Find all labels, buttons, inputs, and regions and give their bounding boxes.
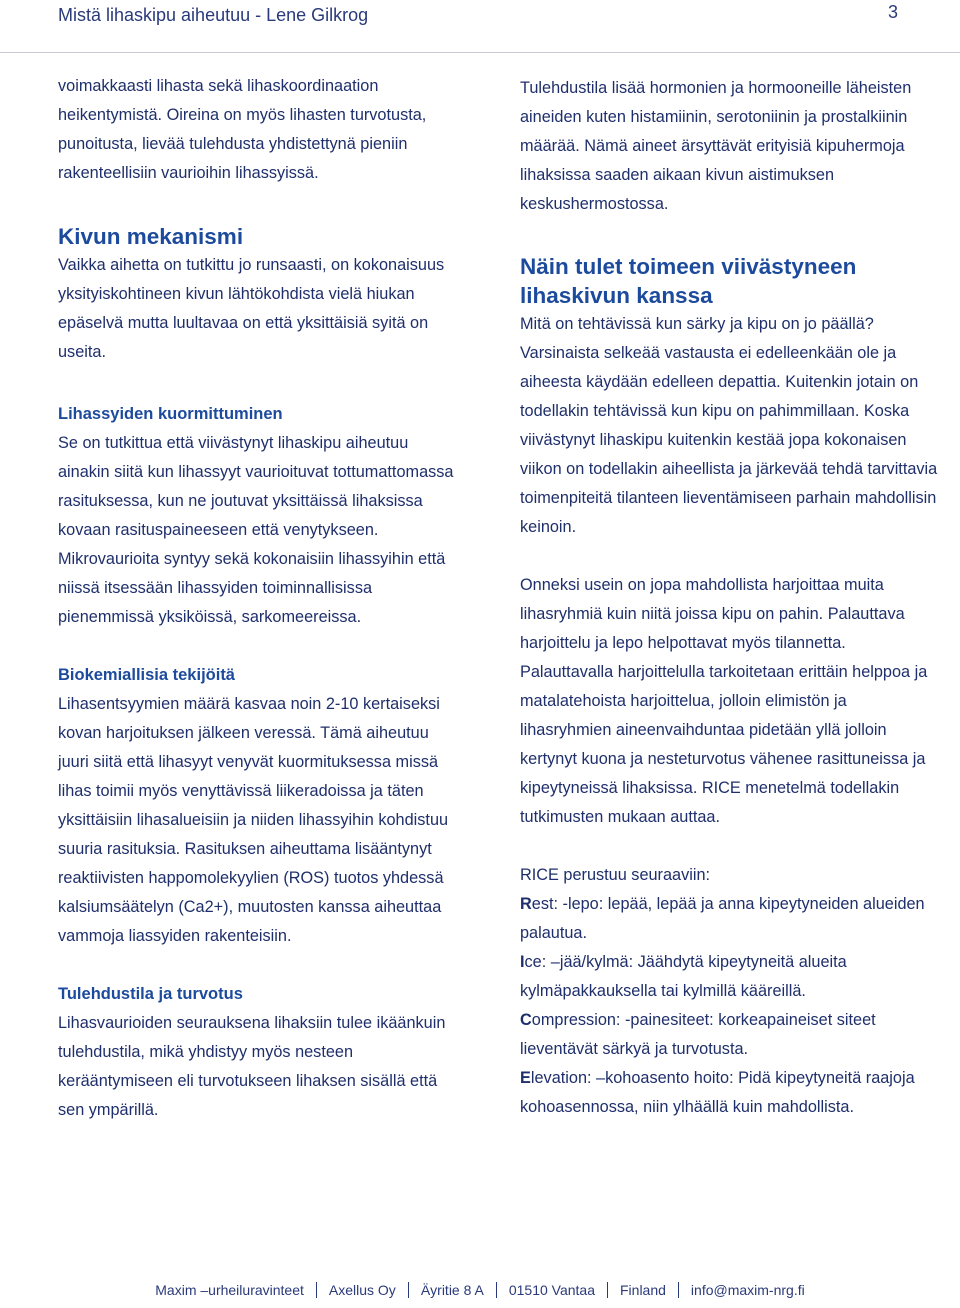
rice-text: levation: –kohoasento hoito: Pidä kipeytyneitä raajoja kohoasennossa, niin ylhäällä kuin mahdollista. xyxy=(520,1069,915,1116)
page-number: 3 xyxy=(887,2,898,22)
heading-nain-tulet-toimeen: Näin tulet toimeen viivästyneen lihaskivun kanssa xyxy=(520,254,857,308)
footer-country: Finland xyxy=(620,1282,666,1298)
coping-paragraph: Mitä on tehtävissä kun särky ja kipu on jo päällä? Varsinaista selkeää vastausta ei edelleenkään ole ja aiheesta käydään edelleen depattia. Kuitenkin jotain on todellakin tehtävissä kun kipu on pahimmillaan. Koska viivästynyt lihaskipu kuitenkin kestää jopa kokonaisen viikon on todellakin aiheellista ja järkevää tehdä tarvittavia toimenpiteitä tilanteen lieventämiseen parhain mahdollisin keinoin. xyxy=(520,315,938,536)
rice-intro: RICE perustuu seuraaviin: xyxy=(520,866,711,884)
footer-separator xyxy=(408,1282,409,1298)
rice-text: est: -lepo: lepää, lepää ja anna kipeytyneiden alueiden palautua. xyxy=(520,895,925,942)
rice-text: ce: –jää/kylmä: Jäähdytä kipeytyneitä alueita kylmäpakkauksella tai kylmillä kääreillä. xyxy=(520,953,847,1000)
page-footer xyxy=(0,1282,960,1298)
rice-item-elevation xyxy=(520,1064,940,1122)
right-column xyxy=(520,74,940,1122)
footer-separator xyxy=(496,1282,497,1298)
rice-item-ice xyxy=(520,948,940,1006)
heading-biokemiallisia-tekijoita: Biokemiallisia tekijöitä xyxy=(58,666,235,684)
rice-letter: C xyxy=(520,1011,532,1029)
inflammation-paragraph: Lihasvaurioiden seurauksena lihaksiin tulee ikäänkuin tulehdustila, mikä yhdistyy myös nesteen kerääntymiseen eli turvotukseen lihaksen sisällä että sen ympärillä. xyxy=(58,1014,446,1119)
heading-kivun-mekanismi: Kivun mekanismi xyxy=(58,224,244,249)
heading-lihassyiden-kuormittuminen: Lihassyiden kuormittuminen xyxy=(58,405,283,423)
footer-company: Maxim –urheiluravinteet xyxy=(155,1282,304,1298)
mechanism-paragraph: Vaikka aihetta on tutkittu jo runsaasti, on kokonaisuus yksityiskohtineen kivun lähtökohdista vielä hiukan epäselvä mutta luultavaa on että yksittäisiä syitä on useita. xyxy=(58,256,445,361)
left-column xyxy=(58,72,458,1125)
rice-item-rest xyxy=(520,890,940,948)
rice-letter: R xyxy=(520,895,532,913)
footer-separator xyxy=(607,1282,608,1298)
footer-separator xyxy=(316,1282,317,1298)
right-intro-paragraph: Tulehdustila lisää hormonien ja hormooneille läheisten aineiden kuten histamiinin, serotoniinin ja prostalkiinin määrää. Nämä aineet ärsyttävät erityisiä kipuhermoja lihaksissa saaden aikaan kivun aistimuksen keskushermostossa. xyxy=(520,79,912,213)
rice-text: ompression: -painesiteet: korkeapaineiset siteet lieventävät särkyä ja turvotusta. xyxy=(520,1011,876,1058)
footer-separator xyxy=(678,1282,679,1298)
heading-tulehdustila-ja-turvotus: Tulehdustila ja turvotus xyxy=(58,985,243,1003)
rice-item-compression xyxy=(520,1006,940,1064)
biochem-paragraph: Lihasentsyymien määrä kasvaa noin 2-10 kertaiseksi kovan harjoituksen jälkeen veressä. Tämä aiheutuu juuri siitä että lihasyyt venyvät kuormituksessa missä lihas toimii myös venyttävissä liikeradoissa ja täten yksittäisiin lihasalueisiin ja niiden lihassyihin kohdistuu suuria rasituksia. Rasituksen aiheuttama lisääntynyt reaktiivisten happomolekyylien (ROS) tuotos yhdessä kalsiumsäätelyn (Ca2+), muutosten kanssa aiheuttaa vammoja liassyiden rakenteisiin. xyxy=(58,695,449,945)
document-title: Mistä lihaskipu aiheutuu - Lene Gilkrog xyxy=(58,5,369,25)
rice-letter: I xyxy=(520,953,525,971)
footer-email: info@maxim-nrg.fi xyxy=(690,1282,805,1298)
overload-paragraph: Se on tutkittua että viivästynyt lihaskipu aiheutuu ainakin siitä kun lihassyyt vaurioituvat tottumattomassa rasituksessa, kun ne joutuvat yksittäissä lihaksissa kovaan rasituspaineeseen että venytykseen. Mikrovaurioita syntyy sekä kokonaisiin lihassyihin että niissä itsessään lihassyiden toiminnallisissa pienemmissä yksiköissä, sarkomeereissa. xyxy=(58,434,454,626)
footer-city: 01510 Vantaa xyxy=(508,1282,595,1298)
footer-legal-name: Axellus Oy xyxy=(328,1282,396,1298)
training-paragraph: Onneksi usein on jopa mahdollista harjoittaa muita lihasryhmiä kuin niitä joissa kipu on pahin. Palauttava harjoittelu ja lepo helpottavat myös tilannetta. Palauttavalla harjoittelulla tarkoitetaan erittäin helppoa ja matalatehoista harjoittelua, jolloin elimistön ja lihasryhmien aineenvaihduntaa pidetään yllä jolloin kertynyt kuona ja nesteturvotus vähenee rasittuneissa ja kipeytyneissä lihaksissa. RICE menetelmä todellakin tutkimusten mukaan auttaa. xyxy=(520,576,928,826)
rice-letter: E xyxy=(520,1069,531,1087)
footer-street: Äyritie 8 A xyxy=(420,1282,484,1298)
left-intro-paragraph: voimakkaasti lihasta sekä lihaskoordinaation heikentymistä. Oireina on myös lihasten turvotusta, punoitusta, lievää tulehdusta yhdistettynä pieniin rakenteellisiin vaurioihin lihassyissä. xyxy=(58,77,427,182)
page-header xyxy=(0,0,960,53)
